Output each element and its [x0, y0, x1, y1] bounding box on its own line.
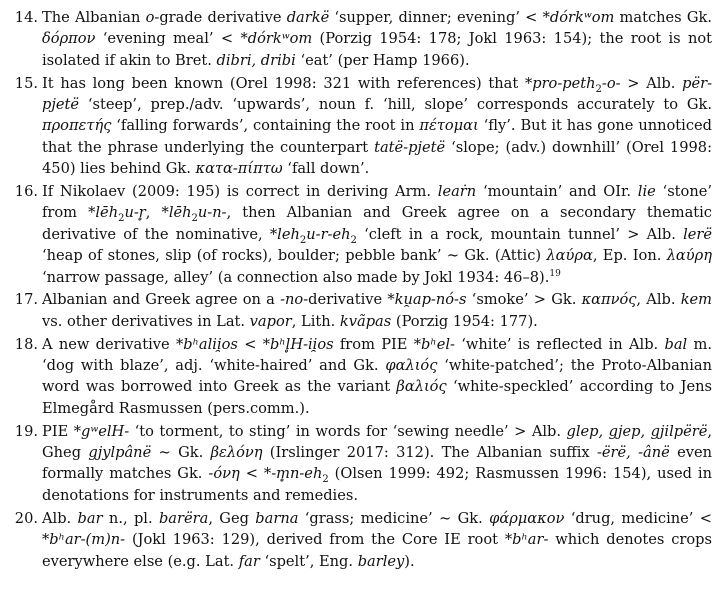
text-run: ‘drug, medicine’ <: [564, 509, 712, 527]
italic-term: φαλιός: [385, 357, 438, 375]
italic-term: δόρπον: [42, 30, 96, 48]
italic-term: vapor: [249, 312, 292, 330]
italic-term: darkë: [286, 9, 330, 26]
italic-term: lie: [637, 183, 656, 201]
text-run: Alb.: [42, 509, 78, 527]
text-run: , Gheg: [42, 422, 712, 462]
subscript: 2: [322, 474, 329, 486]
footnote-marker: 19: [549, 268, 561, 279]
italic-term: *gʷelH-: [73, 422, 130, 440]
italic-term: προπετής: [42, 117, 112, 135]
italic-term: φάρμακον: [489, 509, 565, 527]
entry-text: [42, 423, 712, 504]
text-run: ‘steep’, prep./adv. ‘upwards’, noun f. ‘hill, slope’ corresponds accurately to Gk.: [79, 96, 712, 114]
text-run: ~ Gk.: [151, 444, 211, 462]
text-run: (Porzig 1954: 178; Jokl 1963: 154); the root is not isolated if akin to Bret.: [42, 30, 713, 69]
text-run: A new derivative: [42, 335, 176, 353]
text-run: matches Gk.: [614, 9, 712, 26]
entry-text: [42, 75, 712, 178]
entry-15: [6, 73, 712, 180]
entry-17: [6, 289, 712, 332]
text-run: m. ‘dog with blaze’, adj. ‘white-haired’ and Gk.: [42, 335, 712, 375]
italic-term: κατα-πίπτω: [195, 160, 283, 178]
text-run: derivative: [308, 291, 388, 309]
italic-term: *pro-peth: [524, 74, 596, 92]
italic-term: *bʰl̥H-ii̯os: [262, 335, 334, 353]
text-run: ‘spelt’, Eng.: [259, 552, 358, 570]
italic-term: *dórkʷom: [240, 30, 313, 48]
italic-term: *ku̯ap-nó-s: [387, 291, 467, 309]
text-run: -grade derivative: [154, 9, 287, 26]
entry-number: 20.: [14, 509, 38, 527]
text-run: (Olsen 1999: 492; Rasmussen 1996: 154), used in denotations for instruments and remedies.: [42, 465, 712, 504]
text-run: ‘fall down’.: [282, 160, 370, 178]
italic-term: barley: [357, 552, 405, 570]
entry-18: [6, 334, 712, 420]
text-run: ‘white-speckled’ according to Jens Elmegård Rasmussen (pers.comm.).: [42, 378, 712, 417]
subscript: 2: [118, 213, 125, 225]
italic-term: u-r-eh: [306, 225, 351, 243]
text-run: ‘mountain’ and OIr.: [476, 183, 638, 201]
entry-14: [6, 7, 712, 71]
entry-text: [42, 183, 712, 286]
entry-number: 18.: [14, 335, 38, 353]
text-run: If Nikolaev (2009: 195) is correct in deriving Arm.: [42, 183, 438, 201]
text-run: <: [239, 465, 264, 483]
text-run: which denotes crops everywhere else (e.g. Lat.: [42, 531, 713, 570]
text-run: ‘smoke’ > Gk.: [466, 291, 582, 309]
text-run: , Ep. Ion.: [592, 247, 667, 265]
italic-term: καπνός: [581, 291, 637, 309]
text-run: ‘to torment, to sting’ in words for ‘sewing needle’ > Alb.: [129, 422, 567, 440]
text-run: (Porzig 1954: 177).: [391, 312, 538, 330]
italic-term: për-pjetë: [42, 74, 712, 114]
italic-term: βελόνη: [210, 444, 263, 462]
entry-text: [42, 336, 712, 417]
italic-term: -όνη: [208, 465, 240, 483]
numbered-entry-list: [6, 7, 712, 573]
text-run: (Irslinger 2017: 312). The Albanian suffix: [262, 444, 597, 462]
text-run: , Geg: [208, 509, 256, 527]
text-run: ,: [145, 204, 162, 222]
text-run: (Jokl 1963: 129), derived from the Core IE root: [125, 531, 505, 549]
text-run: It has long been known (Orel 1998: 321 with references) that: [42, 74, 525, 92]
italic-term: *leh: [269, 225, 300, 243]
italic-term: far: [238, 552, 260, 570]
entry-number: 14.: [14, 9, 38, 26]
text-run: ).: [404, 552, 415, 570]
text-run: ‘eat’ (per Hamp 1966).: [295, 51, 470, 69]
subscript: 2: [350, 234, 357, 246]
text-run: , Alb.: [636, 291, 681, 309]
subscript: 2: [595, 83, 602, 95]
italic-term: dibri, dribi: [216, 51, 296, 69]
italic-term: kem: [680, 291, 713, 309]
entry-number: 17.: [14, 291, 38, 309]
italic-term: glep, gjep, gjilpërë: [566, 422, 708, 440]
entry-16: [6, 181, 712, 288]
text-run: ‘falling forwards’, containing the root in: [111, 117, 420, 135]
entry-text: [42, 9, 712, 69]
entry-number: 19.: [14, 422, 38, 440]
subscript: 2: [191, 213, 198, 225]
italic-term: -no-: [280, 291, 309, 309]
text-run: , then Albanian and Greek agree on a secondary thematic derivative of the nominative,: [42, 204, 712, 243]
text-run: PIE: [42, 422, 74, 440]
text-run: ‘white-patched’; the Proto-Albanian word was borrowed into Greek as the variant: [42, 357, 712, 396]
italic-term: πέτομαι: [419, 117, 479, 135]
text-run: ‘supper, dinner; evening’ <: [329, 9, 543, 26]
entry-number: 16.: [14, 183, 38, 201]
italic-term: u-r̥: [124, 204, 146, 222]
italic-term: *bʰar-: [504, 531, 549, 549]
entry-text: [42, 291, 712, 329]
italic-term: bal: [664, 335, 688, 353]
text-run: ‘slope; (adv.) downhill’ (Orel 1998: 450) lies behind Gk.: [42, 138, 712, 178]
italic-term: u-n-: [197, 204, 227, 222]
italic-term: *lēh: [161, 204, 192, 222]
text-run: > Alb.: [620, 74, 683, 92]
italic-term: λαύρη: [666, 247, 712, 265]
text-run: Albanian and Greek agree on a: [42, 291, 281, 309]
italic-term: bar: [77, 509, 103, 527]
text-run: ‘evening meal’ <: [95, 30, 241, 48]
entry-text: [42, 510, 712, 570]
text-run: <: [237, 335, 263, 353]
italic-term: λαύρα: [546, 247, 593, 265]
entry-number: 15.: [14, 74, 38, 92]
text-run: The Albanian: [42, 9, 146, 26]
text-run: ‘heap of stones, slip (of rocks), boulder; pebble bank’ ~ Gk. (Attic): [42, 247, 547, 265]
italic-term: barna: [255, 509, 299, 527]
italic-term: tatë-pjetë: [374, 138, 446, 156]
italic-term: lerë: [683, 225, 713, 243]
text-run: ‘white’ is reflected in Alb.: [454, 335, 665, 353]
italic-term: -ërë, -ânë: [596, 444, 670, 462]
italic-term: βαλιός: [396, 378, 447, 396]
italic-term: o: [145, 9, 155, 26]
text-run: vs. other derivatives in Lat.: [42, 312, 250, 330]
italic-term: gjylpânë: [88, 444, 152, 462]
text-run: ‘stone’ from: [42, 183, 713, 222]
entry-19: [6, 421, 712, 507]
text-run: ‘fly’. But it has gone unnoticed that the phrase underlying the counterpart: [42, 117, 712, 156]
text-run: from PIE: [333, 335, 414, 353]
italic-term: -o-: [601, 74, 621, 92]
italic-term: barëra: [158, 509, 209, 527]
text-run: even formally matches Gk.: [42, 444, 712, 483]
italic-term: *bʰar-(m)n-: [42, 531, 126, 549]
italic-term: leaṙn: [437, 183, 477, 201]
italic-term: *bʰalii̯os: [175, 335, 238, 353]
italic-term: *bʰel-: [413, 335, 455, 353]
italic-term: *lēh: [88, 204, 119, 222]
text-run: ‘narrow passage, alley’ (a connection also made by Jokl 1934: 46–8).: [42, 268, 550, 286]
italic-term: *-m̥n-eh: [263, 465, 323, 483]
italic-term: kvãpas: [339, 312, 392, 330]
text-run: ‘grass; medicine’ ~ Gk.: [298, 509, 490, 527]
italic-term: *dórkʷom: [542, 9, 615, 26]
entry-20: [6, 508, 712, 572]
text-run: , Lith.: [291, 312, 340, 330]
subscript: 2: [299, 234, 307, 246]
text-run: ‘cleft in a rock, mountain tunnel’ > Alb.: [356, 225, 684, 243]
text-run: n., pl.: [102, 509, 159, 527]
